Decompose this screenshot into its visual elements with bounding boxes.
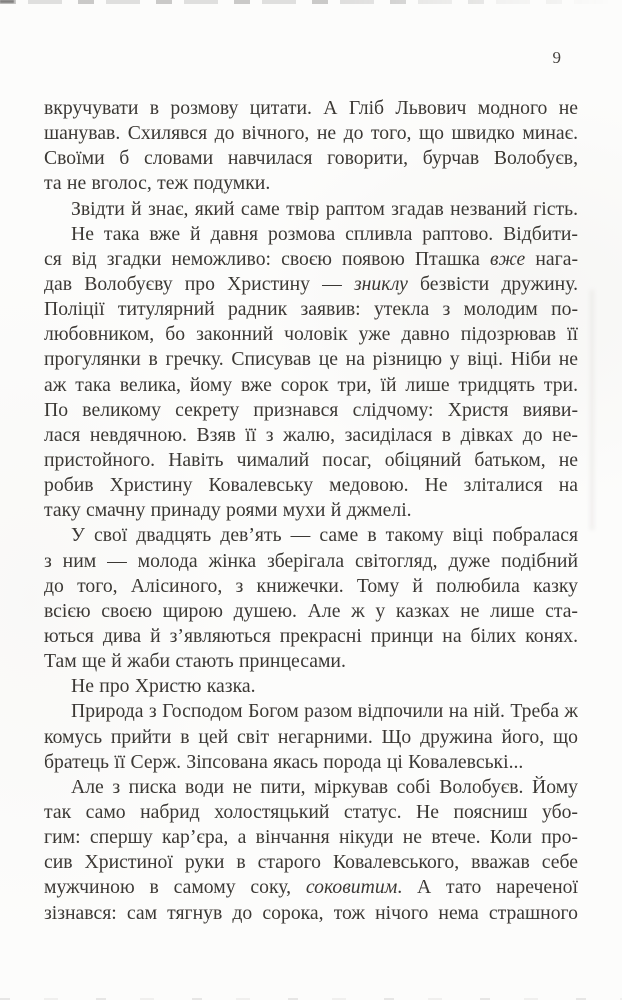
text-line	[44, 599, 578, 624]
text-run: мужчиною в самому соку,	[44, 876, 306, 899]
text-line	[44, 725, 578, 750]
text-line	[44, 473, 578, 498]
text-run: таку смачну принаду роями мухи й джмелі.	[44, 499, 412, 522]
text-run: Там ще й жаби стають принцесами.	[44, 650, 346, 673]
text-line	[44, 222, 578, 247]
text-run: . А тато нареченої	[397, 876, 578, 899]
text-line	[44, 146, 578, 171]
text-run: лася невдячною. Взяв її з жалю, засиділася в дівках до не-	[44, 423, 578, 446]
text-run: Своїми б словами навчилася говорити, бурчав Волобуєв,	[44, 147, 578, 170]
text-line	[44, 800, 578, 825]
text-run: зізнався: сам тягнув до сорока, тож нічого нема страшного	[44, 901, 578, 924]
text-run: По великому секрету признався слідчому: Христя вияви-	[44, 398, 578, 421]
text-run: ються дива й з’являються прекрасні принци на білих конях.	[44, 624, 578, 647]
text-run: шанував. Схилявся до вічного, не до того, що швидко минає.	[44, 122, 578, 145]
italic-text-run: зниклу	[353, 272, 408, 295]
text-line	[44, 121, 578, 146]
text-run: всією своєю щирою душею. Але ж у казках не лише ста-	[44, 599, 578, 622]
text-line	[44, 649, 578, 674]
text-run: безвісти дружину.	[407, 272, 578, 295]
text-run: до того, Алісиного, з книжечки. Тому й полюбила казку	[44, 574, 578, 597]
text-line	[44, 498, 578, 523]
text-line	[44, 901, 578, 926]
italic-text-run: вже	[489, 247, 526, 270]
text-run: братець її Серж. Зіпсована якась порода ці Ковалевські...	[44, 750, 524, 773]
text-line	[44, 850, 578, 875]
text-line	[44, 699, 578, 724]
text-run: Не про Христю казка.	[71, 675, 256, 698]
text-line	[44, 624, 578, 649]
text-run: Поліції титулярний радник заявив: утекла з молодим по-	[44, 298, 578, 321]
text-run: вкручувати в розмову цитати. А Гліб Львович модного не	[44, 97, 578, 119]
text-run: дав Волобуєву про Христину —	[44, 272, 354, 295]
text-run: гим: спершу кар’єра, а вінчання нікуди не втече. Коли про-	[44, 826, 578, 849]
text-run: У свої двадцять дев’ять — саме в такому віці побралася	[71, 524, 578, 547]
text-run: аж така велика, йому вже сорок три, їй лише тридцять три.	[44, 373, 578, 396]
text-run: комусь прийти в цей світ негарними. Що дружина його, що	[44, 725, 578, 748]
text-run: так само набрид холостяцький статус. Не поясниш убо-	[44, 800, 578, 823]
text-run: та не вголос, теж подумки.	[44, 172, 271, 195]
text-run: Не така вже й давня розмова спливла раптово. Відбити-	[71, 222, 578, 245]
text-line	[44, 574, 578, 599]
text-line	[44, 398, 578, 423]
text-line	[44, 197, 578, 222]
text-line	[44, 448, 578, 473]
text-block	[44, 96, 578, 926]
text-line	[44, 523, 578, 548]
text-run: ся від згадки неможливо: своєю появою Пташка	[44, 247, 490, 270]
text-run: з ним — молода жінка зберігала світогляд, дуже подібний	[44, 549, 578, 572]
text-run: нага-	[525, 247, 578, 270]
text-run: Природа з Господом Богом разом відпочили на ній. Треба ж	[71, 700, 578, 723]
italic-text-run: соковитим	[305, 876, 398, 899]
text-line	[44, 423, 578, 448]
scan-artifact-corner-speck	[0, 0, 14, 3]
text-run: Звідти й знає, який саме твір раптом згадав незваний гість.	[71, 197, 578, 220]
page-number: 9	[552, 48, 562, 67]
text-line	[44, 272, 578, 297]
text-line	[44, 322, 578, 347]
text-line	[44, 373, 578, 398]
text-line	[44, 750, 578, 775]
text-line	[44, 347, 578, 372]
text-run: Але з писка води не пити, міркував собі Волобуєв. Йому	[71, 775, 578, 798]
text-run: любовником, бо законний чоловік уже давно підозрював її	[44, 323, 578, 346]
scan-artifact-right-smudge	[590, 290, 594, 530]
text-line	[44, 775, 578, 800]
text-line	[44, 549, 578, 574]
text-line	[44, 674, 578, 699]
text-line	[44, 825, 578, 850]
scan-artifact-top-edge	[0, 0, 622, 4]
text-line	[44, 875, 578, 900]
text-run: пристойного. Навіть чималий посаг, обіцяний батьком, не	[44, 448, 578, 471]
text-line	[44, 171, 578, 196]
text-line	[44, 96, 578, 121]
text-run: сив Христиної руки в старого Ковалевського, вважав себе	[44, 851, 578, 874]
text-line	[44, 297, 578, 322]
text-run: робив Христину Ковалевську медовою. Не зліталися на	[44, 474, 578, 497]
text-run: прогулянки в гречку. Списував це на різницю у віці. Ніби не	[44, 348, 578, 371]
text-line	[44, 247, 578, 272]
